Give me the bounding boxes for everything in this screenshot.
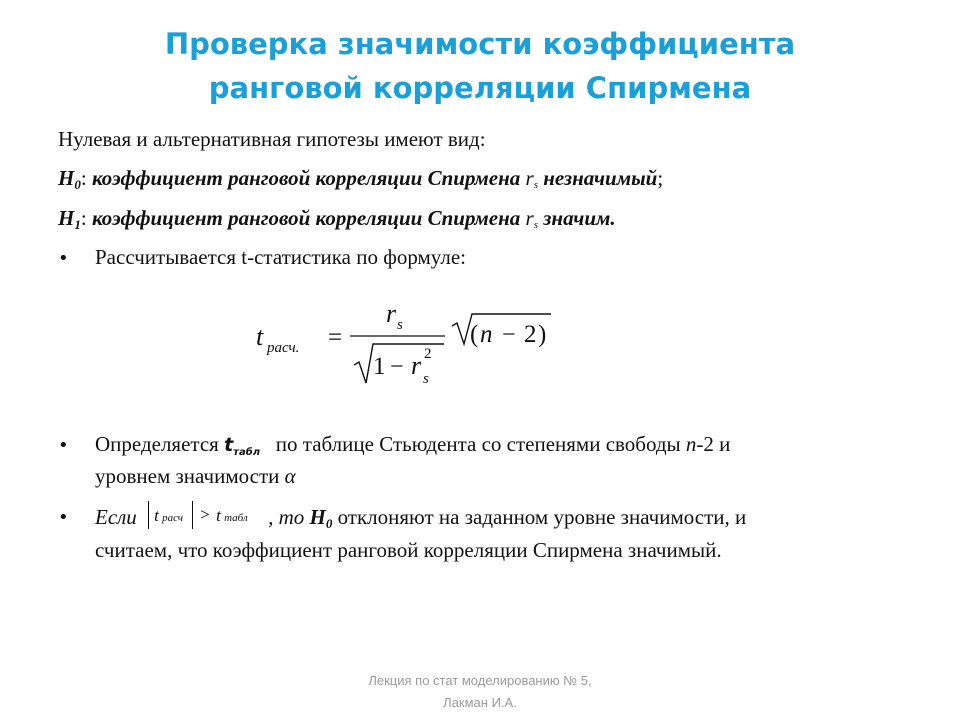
bullet-1-marker: • (58, 248, 69, 269)
formula-num-r: r (386, 299, 397, 328)
abs-left-bar (148, 501, 149, 529)
formula-paren-close: ) (538, 321, 547, 348)
bullet-3-H: H (309, 505, 326, 529)
bullet-3-H-sub: 0 (325, 516, 333, 531)
bullet-2-marker: • (58, 435, 69, 456)
bullet-2-line-1 (95, 432, 730, 458)
h0-text: коэффициент ранговой корреляции Спирмена (86, 166, 526, 190)
formula-den-r: r (411, 351, 422, 380)
h1-colon: : (80, 206, 87, 230)
bullet-3-line-1 (95, 504, 746, 532)
bullet-2-n-post: -2 и (696, 432, 731, 456)
bullet-3-rest: отклоняют на заданном уровне значимости, и (332, 505, 747, 529)
h0-r-sub: s (533, 179, 538, 191)
h0-label: H (58, 166, 75, 190)
h1-rest: значим. (537, 206, 616, 230)
h1-r-sub: s (533, 219, 538, 231)
h1-r: r (525, 206, 534, 230)
formula-den-sub: s (423, 371, 429, 387)
formula-num-sub: s (397, 317, 403, 333)
h0-r: r (525, 166, 534, 190)
formula-den-sup: 2 (424, 346, 432, 362)
formula-t: t (256, 322, 264, 351)
formula-t-sub: расч. (267, 340, 300, 356)
formula-two: 2 (524, 321, 537, 348)
bullet-3-condition (146, 504, 268, 528)
title-line-1: Проверка значимости коэффициента (164, 27, 796, 61)
bullet-2-alpha: α (284, 464, 296, 488)
bullet-3-t1-sub: расч (162, 512, 184, 524)
intro-text: Нулевая и альтернативная гипотезы имеют вид: (58, 127, 486, 151)
h0-sub: 0 (74, 177, 81, 192)
bullet-3-t2-sub: табл (224, 512, 248, 524)
formula-n: n (480, 321, 493, 348)
slide-title (0, 22, 960, 110)
formula-minus: − (390, 354, 404, 380)
formula-eq: = (328, 324, 343, 351)
footer-line-2: Лакман И.А. (443, 695, 517, 710)
bullet-2-pre: Определяется (95, 432, 225, 456)
title-line-2: ранговой корреляции Спирмена (208, 71, 752, 105)
hypothesis-h1 (58, 206, 616, 233)
bullet-3-line-2: считаем, что коэффициент ранговой корреляции Спирмена значимый. (95, 538, 722, 562)
footer-line-1: Лекция по стат моделированию № 5, (368, 673, 592, 688)
h0-colon: : (80, 166, 87, 190)
hypothesis-h0 (58, 166, 663, 193)
bullet-1-text: Рассчитывается t-статистика по формуле: (95, 245, 466, 269)
t-statistic-formula (240, 292, 570, 392)
slide-footer (0, 670, 960, 714)
h0-rest: незначимый (537, 166, 658, 190)
bullet-2-t: t (224, 434, 234, 456)
bullet-3-then: , то (268, 505, 310, 529)
bullet-3-t1: t (154, 506, 159, 525)
formula-paren-open: ( (470, 321, 479, 348)
formula-one: 1 (373, 353, 386, 380)
h1-sub: 1 (74, 217, 81, 232)
bullet-2-post: по таблице Стьюдента со степенями свободы (260, 432, 686, 456)
abs-right-bar (192, 501, 193, 529)
h0-end: ; (657, 166, 664, 190)
bullet-2-line-2 (95, 464, 296, 489)
bullet-2-t-sub: табл (233, 447, 261, 458)
formula-paren-minus: − (502, 322, 516, 348)
bullet-3-marker: • (58, 507, 69, 528)
bullet-2-n: n (685, 432, 697, 456)
h1-text: коэффициент ранговой корреляции Спирмена (86, 206, 526, 230)
bullet-3-gt: > (200, 505, 210, 524)
bullet-3-t2: t (216, 506, 221, 525)
bullet-3-if: Если (95, 505, 137, 529)
bullet-2-line2-pre: уровнем значимости (95, 464, 285, 488)
h1-label: H (58, 206, 75, 230)
